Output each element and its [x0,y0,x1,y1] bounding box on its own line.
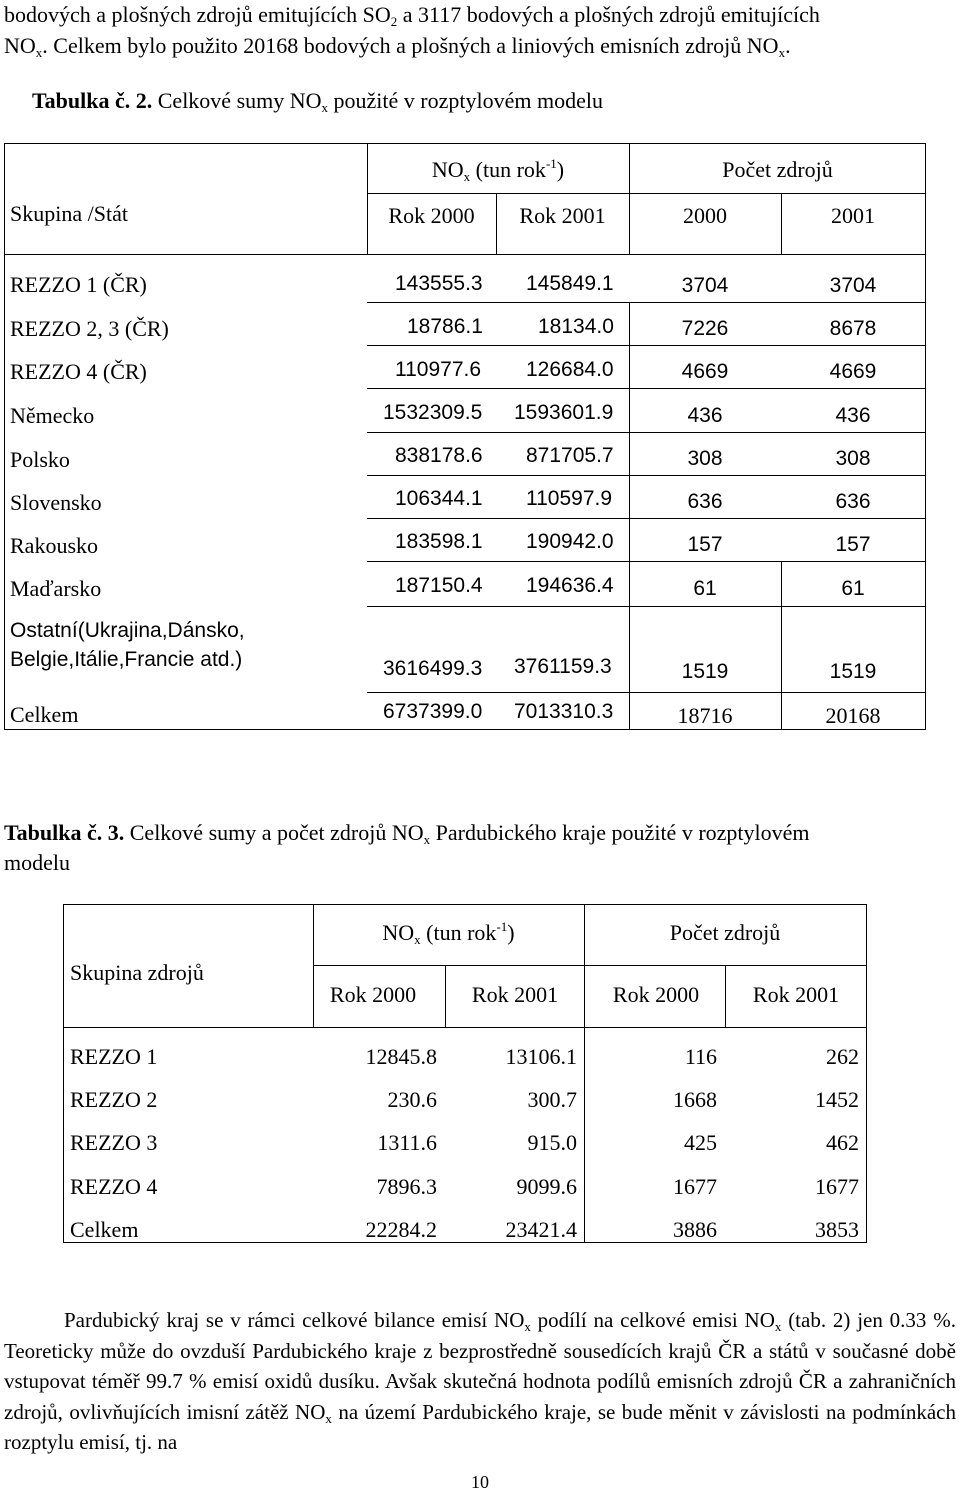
cell: 300.7 [527,1087,577,1112]
row-name: REZZO 2 [70,1087,158,1112]
cell: 1452 [815,1087,859,1112]
cell: 3704 [829,274,877,297]
cell: 636 [835,490,871,513]
table3-year-header: Rok 2001 [471,982,559,1007]
table2-count-header: Počet zdrojů [722,157,833,182]
row-name: REZZO 1 (ČR) [10,272,147,297]
cell: 157 [835,533,871,556]
cell: 1677 [815,1174,859,1199]
cell: 1519 [681,660,729,683]
cell: 22284.2 [365,1217,437,1242]
cell: 462 [826,1130,859,1155]
cell: 915.0 [527,1130,577,1155]
cell: 436 [687,404,723,427]
cell: 61 [841,577,865,600]
cell: 61 [693,577,717,600]
cell: 4669 [829,360,877,383]
row-name: REZZO 3 [70,1130,158,1155]
cell: 157 [687,533,723,556]
row-name: Celkem [70,1217,139,1242]
cell: 18134.0 [538,315,614,338]
row-name: Ostatní(Ukrajina,Dánsko, [10,619,245,642]
cell: 8678 [829,317,877,340]
cell: 636 [687,490,723,513]
page-number: 10 [471,1472,489,1492]
row-name: Maďarsko [10,576,102,601]
row-name: Německo [10,403,95,428]
cell: 1311.6 [377,1130,437,1155]
cell: 106344.1 [395,487,483,510]
cell: 230.6 [387,1087,437,1112]
table3-group-header: Skupina zdrojů [70,960,204,985]
row-name: Rakousko [10,533,98,558]
table3-year-header: Rok 2001 [752,982,840,1007]
cell: 7013310.3 [514,700,614,723]
cell: 190942.0 [526,530,614,553]
cell: 3853 [815,1217,859,1242]
cell: 145849.1 [526,272,614,295]
cell: 7226 [681,317,729,340]
cell: 18716 [677,703,733,728]
cell: 262 [826,1044,859,1069]
intro-line-1: bodových a plošných zdrojů emitujících $SO_2$ a 3117 bodových a plošných zdrojů emitujících [4,2,820,29]
cell: 3704 [681,274,729,297]
table3-nox-header: $NO_x$ (tun rok$^{-1}$) [382,919,515,947]
cell: 110977.6 [395,358,482,381]
cell: 194636.4 [526,574,614,597]
table3-caption-line2: modelu [4,850,70,875]
cell: 308 [687,447,723,470]
table3-year-header: Rok 2000 [612,982,700,1007]
row-name: Slovensko [10,490,102,515]
cell: 4669 [681,360,729,383]
row-name: REZZO 1 [70,1044,158,1069]
body-paragraph: Pardubický kraj se v rámci celkové bilance emisí $NO_x$ podílí na celkové emisi $NO_x$ (tab. 2) jen 0.33 %. Teoreticky může do ovzduší Pardubického kraje z bezprostředně sousedících krajů ČR a států v současné době vstupovat téměř 99.7 % emisí oxidů dusíku. Avšak skutečná hodnota podílů emisních zdrojů ČR a zahraničních zdrojů, ovlivňujících imisní zátěž $NO_x$ na území Pardubického kraje, se bude měnit v závislosti na podmínkách rozptylu emisí, tj. na [4,1308,957,1454]
cell: 23421.4 [505,1217,577,1242]
cell: 1593601.9 [514,401,614,424]
cell: 871705.7 [526,444,614,467]
intro-line-2: $NO_x$. Celkem bylo použito 20168 bodových a plošných a liniových emisních zdrojů $NO_x$. [4,33,791,60]
cell: 436 [835,404,871,427]
table2-year-header: Rok 2001 [519,203,606,228]
cell: 13106.1 [505,1044,577,1069]
cell: 3761159.3 [514,655,612,678]
table3-count-header: Počet zdrojů [669,920,781,945]
table2-year-header: 2000 [683,203,727,228]
cell: 1668 [673,1087,717,1112]
table2-nox-header: $NO_x$ (tun rok$^{-1}$) [431,156,565,184]
cell: 12845.8 [365,1044,437,1069]
cell: 126684.0 [526,358,614,381]
cell: 7896.3 [376,1174,437,1199]
row-name: Polsko [10,447,70,472]
table3-caption: Tabulka č. 3. Celkové sumy a počet zdrojů $NO_x$ Pardubického kraje použité v rozptylovém [4,820,810,847]
cell: 1519 [829,660,877,683]
table2-caption: Tabulka č. 2. Celkové sumy $NO_x$ použité v rozptylovém modelu [32,88,603,115]
cell: 1532309.5 [383,401,483,424]
row-name: REZZO 4 [70,1174,158,1199]
cell: 9099.6 [516,1174,577,1199]
cell: 1677 [673,1174,717,1199]
cell: 187150.4 [395,574,483,597]
cell: 20168 [825,703,881,728]
table2-group-header: Skupina /Stát [10,201,128,226]
cell: 18786.1 [407,315,483,338]
cell: 838178.6 [395,444,483,467]
cell: 3616499.3 [383,657,483,680]
row-name: REZZO 2, 3 (ČR) [10,316,169,341]
table2-year-header: 2001 [831,203,875,228]
table2-year-header: Rok 2000 [388,203,475,228]
cell: 183598.1 [395,530,483,553]
row-name: Celkem [10,702,79,727]
cell: 110597.9 [526,487,613,510]
row-name: Belgie,Itálie,Francie atd.) [10,648,243,671]
cell: 143555.3 [395,272,483,295]
table3-year-header: Rok 2000 [329,982,417,1007]
cell: 3886 [673,1217,717,1242]
cell: 6737399.0 [383,700,483,723]
cell: 425 [684,1130,717,1155]
cell: 308 [835,447,871,470]
cell: 116 [684,1044,717,1069]
row-name: REZZO 4 (ČR) [10,359,147,384]
